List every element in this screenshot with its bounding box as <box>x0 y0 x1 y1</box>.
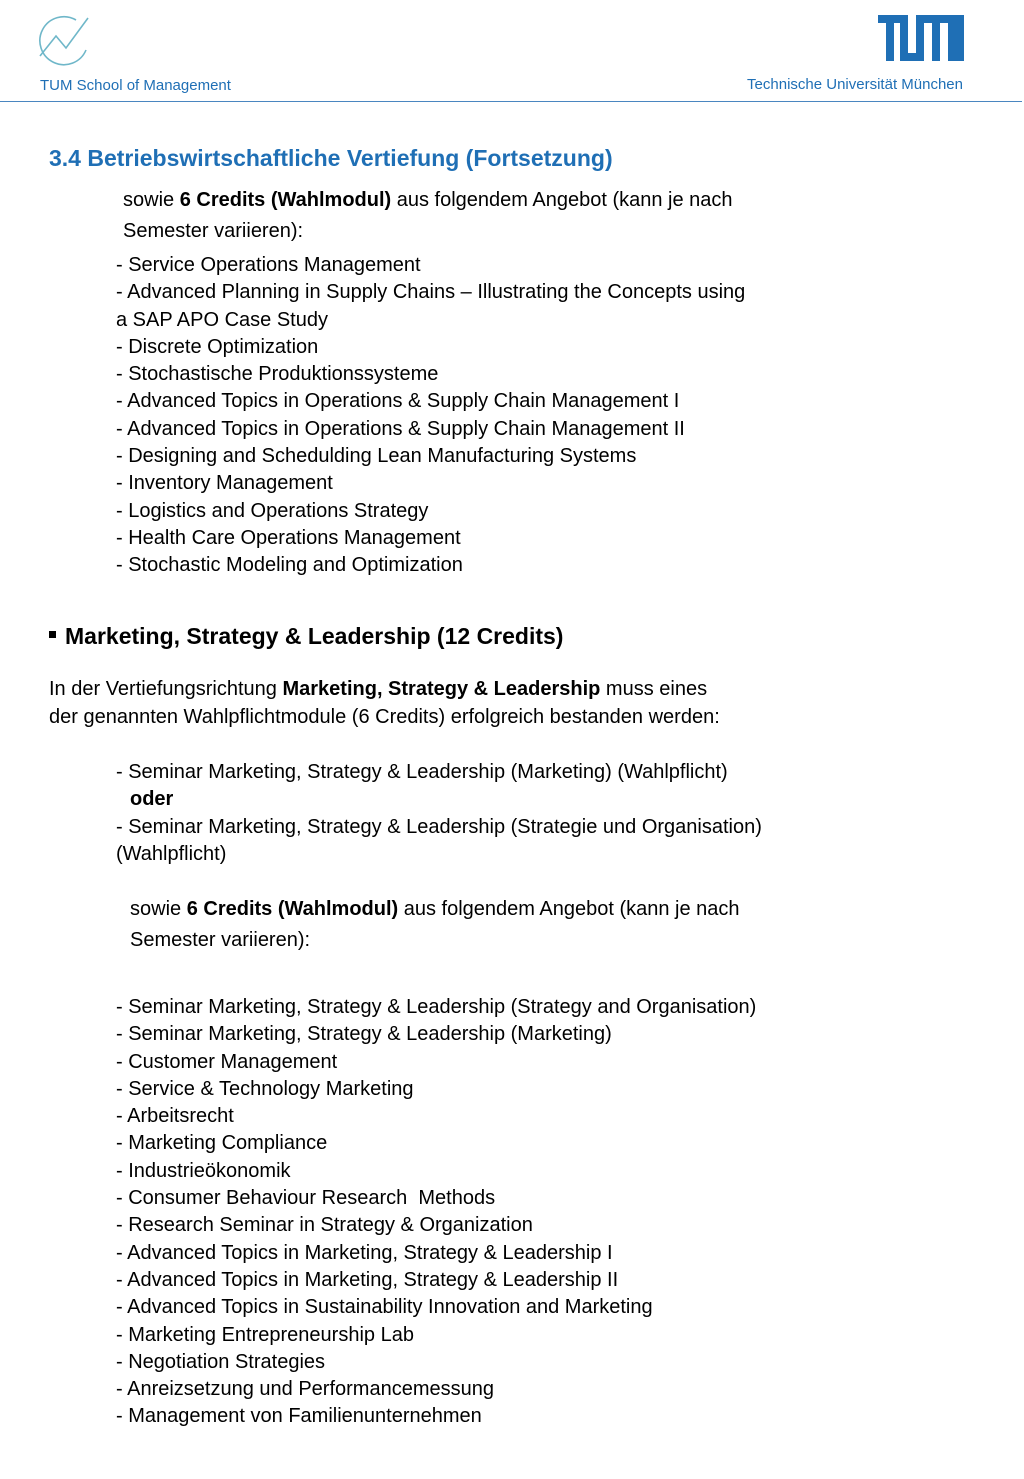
marketing-module-list <box>116 994 756 1431</box>
mandatory-seminars <box>116 759 762 868</box>
list-item: - Advanced Topics in Operations & Supply Chain Management II <box>116 417 685 440</box>
chart-line-circle-icon <box>36 10 92 66</box>
intro-pre: In der Vertiefungsrichtung <box>49 678 283 700</box>
university-name: Technische Universität München <box>747 76 963 93</box>
mandatory-oder: oder <box>130 788 174 811</box>
list-item: - Anreizsetzung und Performancemessung <box>116 1378 494 1401</box>
elective-intro-2-line2: Semester variieren): <box>130 929 311 951</box>
list-item: - Advanced Topics in Sustainability Innovation and Marketing <box>116 1296 653 1319</box>
marketing-heading <box>49 623 563 650</box>
mandatory-line-4: (Wahlpflicht) <box>116 842 227 865</box>
list-item: - Service Operations Management <box>116 254 421 276</box>
elective-intro-2-bold: 6 Credits (Wahlmodul) <box>186 898 399 920</box>
list-item: - Advanced Topics in Operations & Supply Chain Management I <box>116 390 680 413</box>
list-item: - Advanced Planning in Supply Chains – Illustrating the Concepts using <box>116 281 746 304</box>
list-item: - Marketing Compliance <box>116 1132 328 1155</box>
list-item: - Industrieökonomik <box>116 1159 291 1182</box>
marketing-intro <box>49 676 720 731</box>
list-item: - Consumer Behaviour Research Methods <box>116 1187 496 1210</box>
list-item: - Management von Familienunternehmen <box>116 1405 482 1428</box>
elective-intro-1 <box>123 185 733 247</box>
list-item: - Advanced Topics in Marketing, Strategy & Leadership I <box>116 1241 613 1264</box>
list-item: - Research Seminar in Strategy & Organization <box>116 1214 533 1237</box>
list-item: - Marketing Entrepreneurship Lab <box>116 1323 414 1346</box>
mandatory-line-1: - Seminar Marketing, Strategy & Leadership (Marketing) (Wahlpflicht) <box>116 761 728 783</box>
square-bullet-icon <box>49 631 56 638</box>
elective-intro-2-pre: sowie <box>130 898 187 920</box>
list-item: - Logistics and Operations Strategy <box>116 499 429 522</box>
list-item: - Seminar Marketing, Strategy & Leadership (Strategy and Organisation) <box>116 996 757 1018</box>
list-item: - Service & Technology Marketing <box>116 1077 414 1100</box>
list-item: - Inventory Management <box>116 472 333 495</box>
elective-intro-1-pre: sowie <box>123 189 180 211</box>
list-item: - Customer Management <box>116 1050 338 1073</box>
intro-bold: Marketing, Strategy & Leadership <box>282 678 601 700</box>
intro-post: muss eines <box>600 678 708 700</box>
school-name: TUM School of Management <box>40 77 231 94</box>
list-item: - Advanced Topics in Marketing, Strategy & Leadership II <box>116 1268 619 1291</box>
elective-intro-2-post: aus folgendem Angebot (kann je nach <box>398 898 740 920</box>
list-item: - Seminar Marketing, Strategy & Leadership (Marketing) <box>116 1023 612 1046</box>
operations-module-list <box>116 252 745 580</box>
elective-intro-1-post: aus folgendem Angebot (kann je nach <box>391 189 733 211</box>
list-item: - Health Care Operations Management <box>116 526 461 549</box>
header-divider <box>0 101 1022 102</box>
page-header <box>0 0 1024 104</box>
list-item: - Stochastic Modeling and Optimization <box>116 554 463 577</box>
section-title: 3.4 Betriebswirtschaftliche Vertiefung (Fortsetzung) <box>49 145 613 171</box>
list-item: - Designing and Schedulding Lean Manufacturing Systems <box>116 445 637 468</box>
marketing-heading-text: Marketing, Strategy & Leadership (12 Credits) <box>65 623 564 649</box>
elective-intro-2 <box>130 894 740 956</box>
mandatory-line-3: - Seminar Marketing, Strategy & Leadership (Strategie und Organisation) <box>116 815 762 838</box>
elective-intro-1-bold: 6 Credits (Wahlmodul) <box>179 189 392 211</box>
list-item: - Stochastische Produktionssysteme <box>116 363 439 386</box>
list-item: - Discrete Optimization <box>116 335 319 358</box>
list-item: - Arbeitsrecht <box>116 1105 234 1128</box>
elective-intro-1-line2: Semester variieren): <box>123 220 304 242</box>
list-item: a SAP APO Case Study <box>116 308 328 331</box>
intro-line2: der genannten Wahlpflichtmodule (6 Credits) erfolgreich bestanden werden: <box>49 705 720 728</box>
list-item: - Negotiation Strategies <box>116 1350 326 1373</box>
tum-logo-icon <box>878 15 964 61</box>
